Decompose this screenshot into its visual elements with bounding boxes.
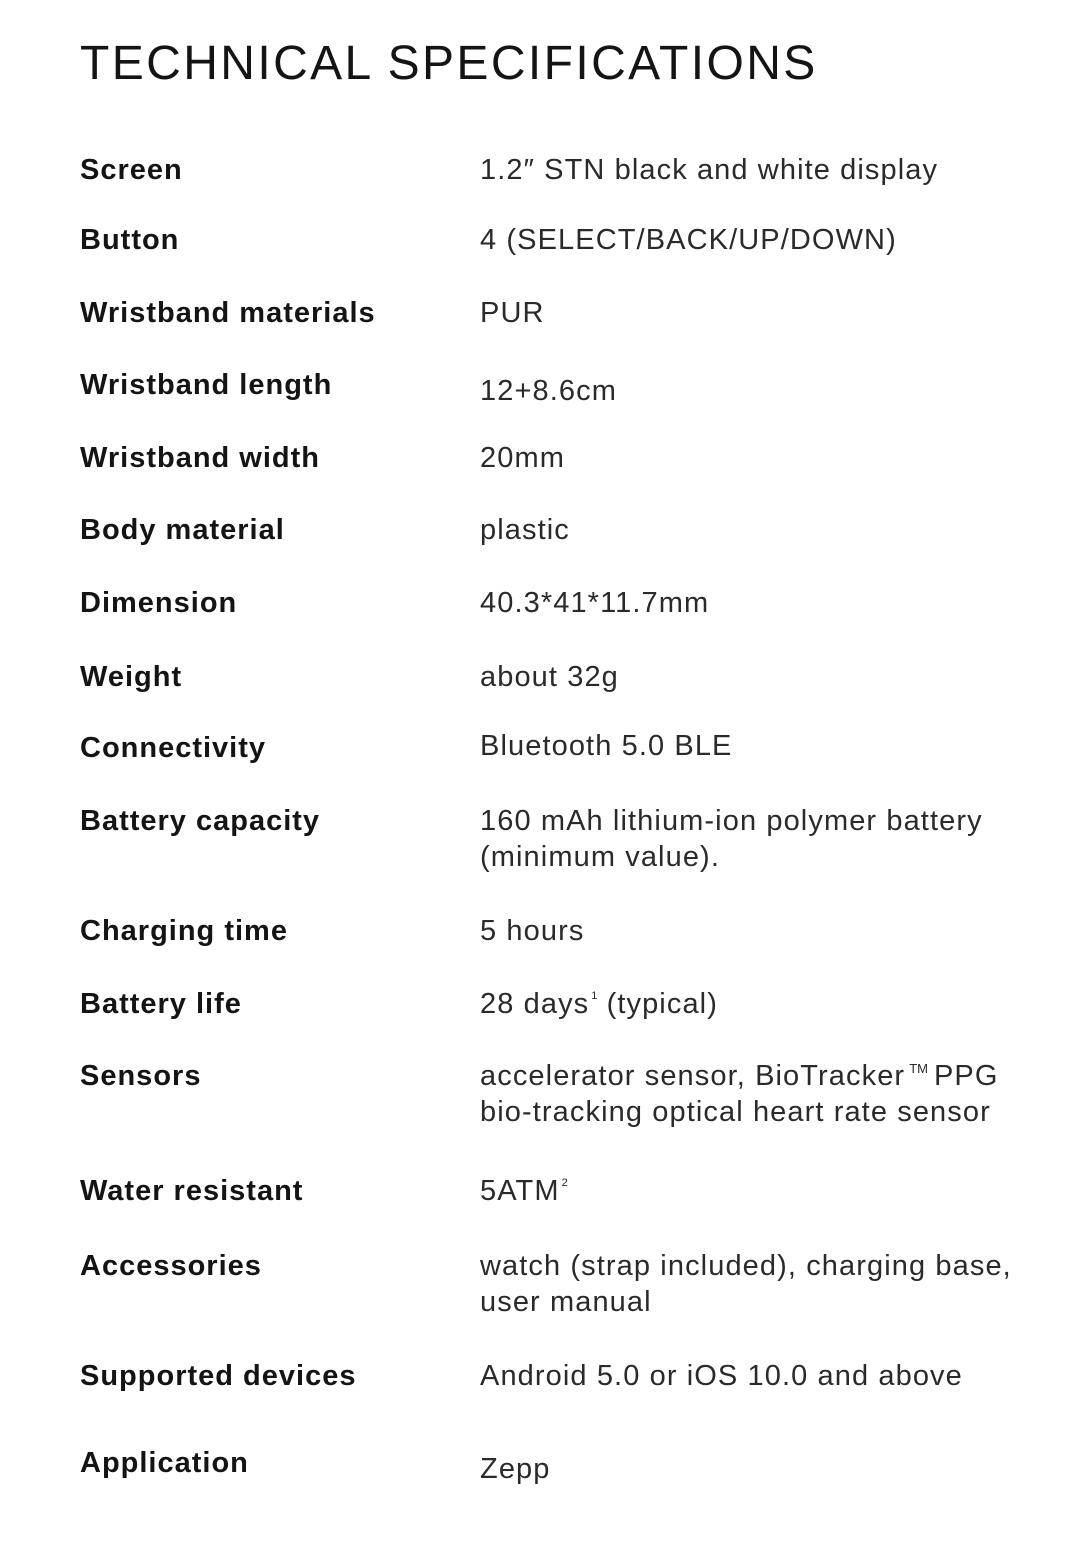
spec-value-part: PPG: [933, 1060, 999, 1092]
page-title: TECHNICAL SPECIFICATIONS: [80, 37, 818, 90]
spec-value: Android 5.0 or iOS 10.0 and above: [480, 1360, 963, 1392]
spec-label: Connectivity: [80, 732, 267, 764]
spec-label: Body material: [80, 514, 285, 546]
spec-value: [480, 1173, 1075, 1209]
spec-value-line: 160 mAh lithium-ion polymer battery: [480, 805, 983, 837]
spec-value: Bluetooth 5.0 BLE: [480, 730, 733, 762]
spec-value-line: bio-tracking optical heart rate sensor: [480, 1096, 991, 1128]
spec-value-line: (minimum value).: [480, 841, 720, 873]
spec-value: 40.3*41*11.7mm: [480, 587, 710, 619]
spec-value-suffix: (typical): [597, 988, 718, 1020]
spec-value: [480, 986, 1075, 1022]
spec-label: Wristband width: [80, 442, 321, 474]
spec-label: Battery life: [80, 988, 242, 1020]
spec-value-line: watch (strap included), charging base,: [480, 1250, 1012, 1282]
spec-value-part: accelerator sensor, BioTracker: [480, 1060, 906, 1092]
spec-label: Charging time: [80, 915, 288, 947]
spec-label: Supported devices: [80, 1360, 357, 1392]
spec-label: Application: [80, 1447, 249, 1479]
spec-label: Dimension: [80, 587, 238, 619]
footnote-marker: 1: [591, 990, 598, 1002]
spec-value: 12+8.6cm: [480, 375, 617, 407]
spec-label: Wristband length: [80, 369, 333, 401]
spec-value: [480, 1248, 1075, 1320]
spec-value-main: 5ATM: [480, 1175, 560, 1207]
spec-value: PUR: [480, 297, 545, 329]
spec-label: Water resistant: [80, 1175, 304, 1207]
spec-value-main: 28 days: [480, 988, 590, 1020]
spec-label: Button: [80, 224, 180, 256]
spec-value: Zepp: [480, 1453, 551, 1485]
spec-label: Wristband materials: [80, 297, 376, 329]
spec-label: Screen: [80, 154, 183, 186]
spec-label: Weight: [80, 661, 183, 693]
spec-value: 20mm: [480, 442, 565, 474]
spec-value: [480, 803, 1075, 875]
spec-value-line: [480, 1058, 1075, 1094]
spec-value: 1.2″ STN black and white display: [480, 154, 939, 186]
footnote-marker: 2: [561, 1177, 568, 1189]
spec-value: 5 hours: [480, 915, 585, 947]
trademark-mark: TM: [909, 1061, 928, 1076]
spec-label: Accessories: [80, 1250, 262, 1282]
spec-label: Battery capacity: [80, 805, 321, 837]
spec-value: [480, 1058, 1075, 1130]
spec-value: about 32g: [480, 661, 619, 693]
spec-value: 4 (SELECT/BACK/UP/DOWN): [480, 224, 897, 256]
spec-value-line: user manual: [480, 1286, 652, 1318]
spec-label: Sensors: [80, 1060, 202, 1092]
spec-value: plastic: [480, 514, 570, 546]
